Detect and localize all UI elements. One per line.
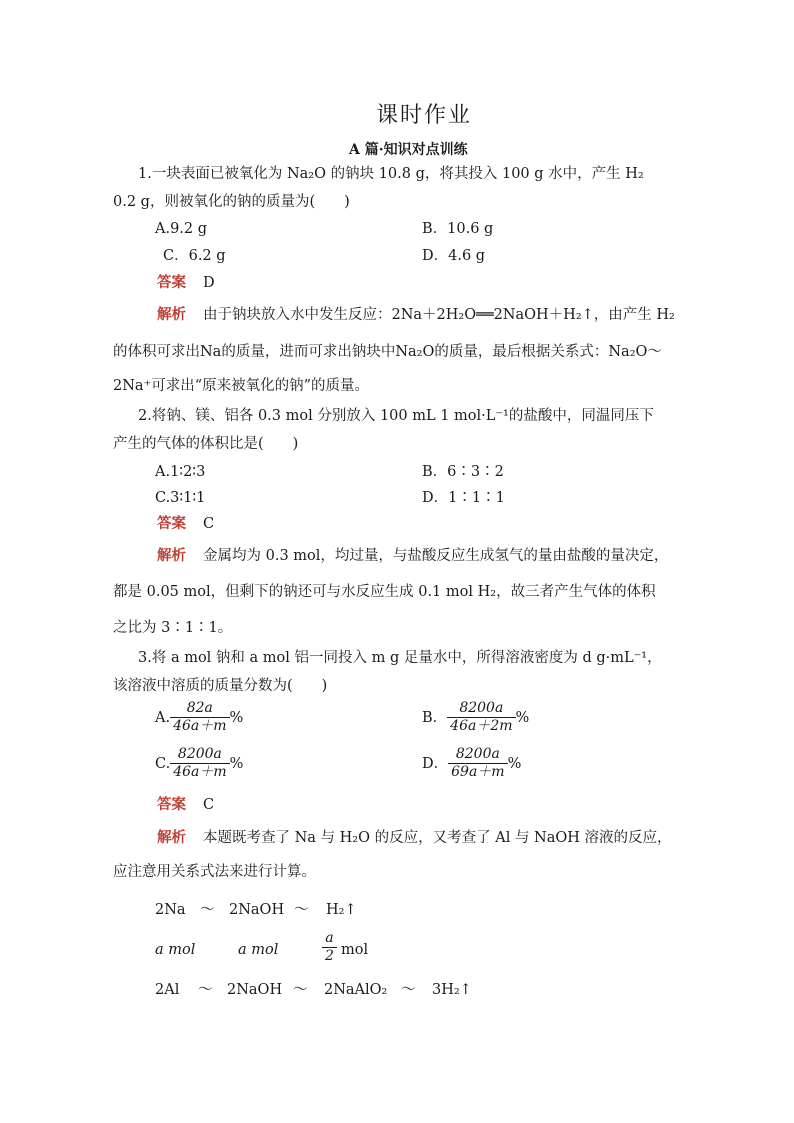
q2-option-d: D．1∶1∶1: [422, 490, 505, 506]
relation3-h2: 3H₂↑: [432, 982, 472, 998]
q1-option-a: A.9.2 g: [155, 221, 208, 237]
q2-analysis-label: 解析: [157, 547, 186, 564]
q3-option-c-numerator: 8200a: [170, 746, 229, 764]
q3-analysis-line2: 应注意用关系式法来进行计算。: [113, 864, 316, 880]
relation2-h2-fraction: [322, 930, 337, 965]
q1-stem-line1: 1.一块表面已被氧化为 Na₂O 的钠块 10.8 g，将其投入 100 g 水中，产生 H₂: [138, 166, 644, 182]
q3-option-b-percent: %: [515, 709, 530, 726]
relation3-tilde3: ～: [401, 982, 416, 998]
relation2-naoh-amount: a mol: [238, 942, 279, 958]
q3-analysis-line1: 本题既考查了 Na 与 H₂O 的反应，又考查了 Al 与 NaOH 溶液的反应，: [203, 830, 672, 846]
q2-analysis-line2: 都是 0.05 mol，但剩下的钠还可与水反应生成 0.1 mol H₂，故三者产生气体的体积: [113, 584, 656, 600]
relation3-tilde1: ～: [198, 982, 213, 998]
section-heading: A 篇·知识对点训练: [349, 142, 468, 158]
q1-analysis-line1: 由于钠块放入水中发生反应：2Na＋2H₂O══2NaOH＋H₂↑，由产生 H₂: [203, 307, 675, 323]
q3-option-b-prefix: B．: [422, 709, 448, 726]
q1-option-d: D．4.6 g: [422, 248, 486, 264]
q1-stem-line2: 0.2 g，则被氧化的钠的质量为( ): [113, 194, 350, 210]
q3-answer-label: 答案: [157, 796, 186, 813]
q3-option-b-fraction: [447, 700, 515, 735]
q3-option-d-denominator: 69a＋m: [451, 764, 505, 780]
relation2-fraction-numerator: a: [322, 930, 337, 948]
relation1-tilde2: ～: [294, 902, 309, 918]
q2-stem-line2: 产生的气体的体积比是( ): [113, 436, 299, 452]
q3-option-a-percent: %: [229, 709, 244, 726]
relation3-al: 2Al: [155, 982, 180, 998]
relation1-h2: H₂↑: [326, 902, 357, 918]
q2-option-b: B．6∶3∶2: [422, 464, 504, 480]
q3-option-d-fraction: [448, 746, 507, 781]
q3-stem-line2: 该溶液中溶质的质量分数为( ): [113, 678, 328, 694]
q3-option-a-numerator: 82a: [170, 700, 229, 718]
q3-option-c-fraction: [170, 746, 229, 781]
q1-answer-label: 答案: [157, 274, 186, 291]
relation2-fraction-denominator: 2: [325, 948, 334, 964]
q1-analysis-label: 解析: [157, 306, 186, 323]
q1-option-b: B．10.6 g: [422, 221, 494, 237]
q3-option-d-percent: %: [507, 755, 522, 772]
relation1-na: 2Na: [155, 902, 186, 918]
q3-option-a: [155, 700, 243, 735]
q3-option-a-fraction: [170, 700, 229, 735]
q1-answer: D: [203, 275, 215, 291]
relation2-na-amount: a mol: [155, 942, 196, 958]
q3-option-b: [422, 700, 529, 735]
q3-option-d-numerator: 8200a: [448, 746, 507, 764]
q1-analysis-line3: 2Na⁺可求出“原来被氧化的钠”的质量。: [113, 378, 370, 394]
q2-answer: C: [203, 516, 215, 532]
relation2-mol-unit: mol: [341, 942, 369, 958]
relation3-naalo2: 2NaAlO₂: [324, 982, 388, 998]
q3-option-b-numerator: 8200a: [447, 700, 515, 718]
relation3-tilde2: ～: [293, 982, 308, 998]
relation1-tilde1: ～: [200, 902, 215, 918]
q3-option-c: [155, 746, 243, 781]
relation1-naoh: 2NaOH: [229, 902, 285, 918]
relation2-fraction: [322, 930, 337, 965]
q3-option-a-prefix: A.: [155, 709, 171, 726]
q2-option-a: A.1∶2∶3: [155, 464, 206, 480]
page-title: 课时作业: [376, 103, 473, 128]
q1-option-c: C．6.2 g: [163, 248, 226, 264]
q3-option-c-denominator: 46a＋m: [173, 764, 227, 780]
q3-analysis-label: 解析: [157, 829, 186, 846]
q2-option-c: C.3∶1∶1: [155, 490, 206, 506]
q2-stem-line1: 2.将钠、镁、铝各 0.3 mol 分别放入 100 mL 1 mol·L⁻¹的盐酸中，同温同压下: [138, 408, 654, 424]
q3-answer: C: [203, 797, 215, 813]
relation3-naoh: 2NaOH: [227, 982, 283, 998]
q2-analysis-line1: 金属均为 0.3 mol，均过量，与盐酸反应生成氢气的量由盐酸的量决定，: [203, 548, 669, 564]
q3-option-d-prefix: D．: [422, 755, 449, 772]
q3-option-c-percent: %: [229, 755, 244, 772]
q3-option-d: [422, 746, 521, 781]
q3-option-b-denominator: 46a＋2m: [450, 718, 513, 734]
q2-analysis-line3: 之比为 3∶1∶1。: [113, 620, 233, 636]
q2-answer-label: 答案: [157, 515, 186, 532]
q1-analysis-line2: 的体积可求出Na的质量，进而可求出钠块中Na₂O的质量，最后根据关系式：Na₂O～: [113, 344, 662, 360]
q3-stem-line1: 3.将 a mol 钠和 a mol 铝一同投入 m g 足量水中，所得溶液密度为 d g·mL⁻¹，: [138, 650, 662, 666]
q3-option-a-denominator: 46a＋m: [173, 718, 227, 734]
q3-option-c-prefix: C.: [155, 755, 171, 772]
